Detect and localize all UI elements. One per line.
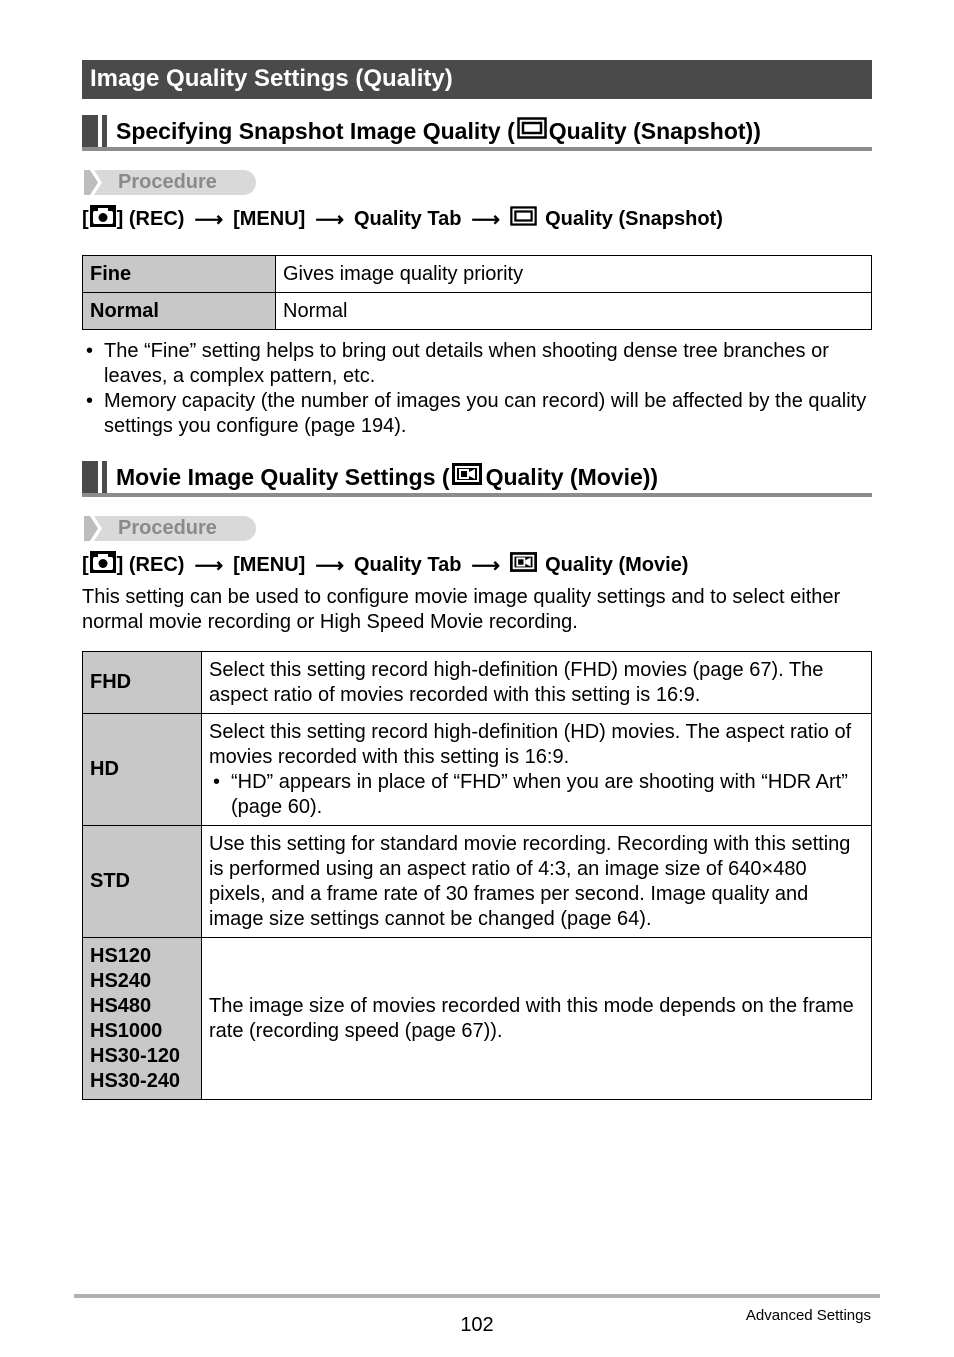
heading-marker (102, 115, 107, 147)
arrow-icon: ⟶ (194, 554, 224, 577)
table-key: HS1000 (90, 1019, 163, 1042)
table-row (83, 256, 872, 293)
arrow-icon: ⟶ (315, 554, 344, 577)
table-key: HD (83, 714, 202, 826)
camera-icon (90, 551, 116, 579)
quality-tab-label: Quality Tab (354, 553, 462, 576)
list-item: • Memory capacity (the number of images you can record) will be affected by the quality settings you configure (page 194). (82, 389, 872, 439)
heading-suffix: Quality (Movie)) (485, 463, 659, 490)
procedure-label: Procedure (118, 171, 217, 193)
arrow-icon: ⟶ (194, 208, 224, 231)
procedure-chevron-icon (84, 170, 106, 195)
heading-suffix: Quality (Snapshot)) (548, 117, 761, 144)
table-value: The image size of movies recorded with this mode depends on the frame rate (recording speed (page 67)). (202, 938, 872, 1100)
heading-marker (102, 461, 107, 493)
list-item: • The “Fine” setting helps to bring out details when shooting dense tree branches or leaves, a complex pattern, etc. (82, 339, 872, 389)
table-key: HS120 (90, 944, 152, 967)
table-key: Normal (83, 293, 276, 330)
procedure-label-box (84, 516, 256, 541)
movie-quality-icon (510, 552, 537, 578)
table-row (83, 714, 872, 826)
table-key: STD (83, 826, 202, 938)
footer-divider (74, 1294, 880, 1298)
rec-label: ] (REC) (116, 553, 185, 576)
heading-marker (82, 461, 98, 493)
table-key-group (83, 938, 202, 1100)
arrow-icon: ⟶ (471, 208, 501, 231)
final-setting-label: Quality (Movie) (545, 553, 689, 576)
page-title: Image Quality Settings (Quality) (82, 60, 872, 99)
table-note: • “HD” appears in place of “FHD” when you are shooting with “HDR Art” (page 60). (209, 770, 863, 820)
movie-quality-table (82, 651, 872, 1100)
open-bracket: [ (82, 207, 89, 230)
movie-quality-icon (452, 463, 482, 491)
heading-marker (82, 115, 98, 147)
table-row (83, 652, 872, 714)
table-value: Normal (276, 293, 872, 330)
table-key: Fine (83, 256, 276, 293)
heading-prefix: Specifying Snapshot Image Quality ( (116, 117, 515, 144)
table-key: FHD (83, 652, 202, 714)
procedure-label: Procedure (118, 517, 217, 539)
menu-path (82, 205, 723, 233)
table-row (83, 293, 872, 330)
table-value: Use this setting for standard movie recording. Recording with this setting is performed using an aspect ratio of 4:3, an image size of 640×480 pixels, and a frame rate of 30 frames per second. Image quality and image size settings cannot be changed (page 64). (202, 826, 872, 938)
procedure-label-box (84, 170, 256, 195)
section-intro: This setting can be used to configure movie image quality settings and to select either normal movie recording or High Speed Movie recording. (82, 586, 841, 633)
quality-tab-label: Quality Tab (354, 207, 462, 230)
section-heading-text (116, 463, 658, 491)
snapshot-quality-icon (517, 117, 547, 145)
section-heading-snapshot (82, 113, 872, 151)
arrow-icon: ⟶ (471, 554, 501, 577)
procedure-chevron-icon (84, 516, 106, 541)
table-row (83, 938, 872, 1100)
menu-label: [MENU] (233, 207, 306, 230)
table-key: HS480 (90, 994, 152, 1017)
camera-icon (90, 205, 116, 233)
arrow-icon: ⟶ (315, 208, 344, 231)
table-key: HS30-240 (90, 1069, 181, 1092)
heading-prefix: Movie Image Quality Settings ( (116, 463, 450, 490)
open-bracket: [ (82, 553, 89, 576)
menu-path (82, 551, 688, 579)
notes-list (82, 339, 872, 439)
footer-section-label: Advanced Settings (745, 1307, 871, 1324)
table-key: HS240 (90, 969, 152, 992)
table-row (83, 826, 872, 938)
menu-label: [MENU] (233, 553, 306, 576)
table-value: Select this setting record high-definition (FHD) movies (page 67). The aspect ratio of movies recorded with this setting is 16:9. (202, 652, 872, 714)
snapshot-quality-table (82, 255, 872, 330)
snapshot-quality-icon (510, 206, 537, 232)
page-number: 102 (460, 1314, 494, 1336)
table-value: Gives image quality priority (276, 256, 872, 293)
table-cell (202, 714, 872, 826)
table-key: HS30-120 (90, 1044, 181, 1067)
section-heading-text (116, 117, 761, 145)
rec-label: ] (REC) (116, 207, 185, 230)
final-setting-label: Quality (Snapshot) (545, 207, 723, 230)
table-value: Select this setting record high-definition (HD) movies. The aspect ratio of movies recorded with this setting is 16:9. (209, 720, 852, 768)
section-heading-movie (82, 459, 872, 497)
